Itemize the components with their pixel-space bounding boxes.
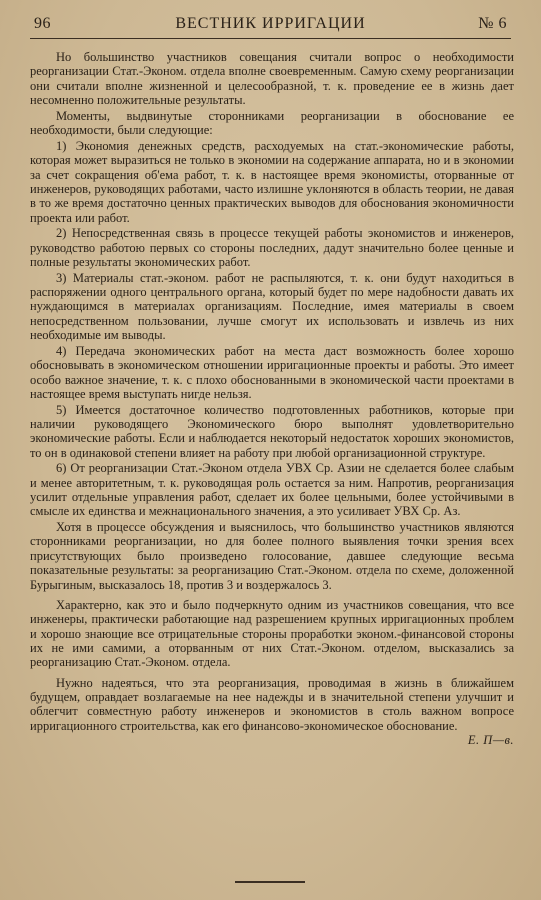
paragraph-point-4: 4) Передача экономических работ на места даст возможность более хорошо обосновывать в экономическом отношении ирригационные проекты и работы. Это имеет особо важное значение, т. к. с плохо обоснованными в экономической части проектами в настоящее время выступать нигде нельзя.	[30, 343, 514, 401]
running-header	[34, 13, 507, 35]
paragraph-point-1: 1) Экономия денежных средств, расходуемых на стат.-экономические работы, которая может выразиться не только в экономии на содержание аппарата, но и в экономии за счет сокращения об'ема работ, т. к. в настоящее время экономисты, оторванные от инженеров, руководящих работами, часто излишне уклоняются в область теории, не давая в то же время достаточно ценных практических выводов для обоснования экономичности проекта или работ.	[30, 138, 514, 225]
author-signature: Е. П—в.	[467, 732, 514, 747]
paragraph-point-3: 3) Материалы стат.-эконом. работ не распыляются, т. к. они будут находиться в распоряжении одного центрального органа, который будет по мере надобности давать их нуждающимся в материалах организациям. Последние, имея материалы в своем непосредственном пользовании, лучше смогут их использовать и извлечь из них необходимые им выводы.	[30, 270, 514, 343]
paragraph-moments: Моменты, выдвинутые сторонниками реорганизации в обоснование ее необходимости, были следующие:	[30, 108, 514, 138]
article-body	[30, 50, 514, 747]
journal-title: ВЕСТНИК ИРРИГАЦИИ	[175, 15, 366, 32]
issue-number: № 6	[478, 15, 507, 32]
paragraph-vote: Хотя в процессе обсуждения и выяснилось, что большинство участников являются сторонниками реорганизации, но для более полного выявления точки зрения всех присутствующих было произведено голосование, давшее следующие весьма показательные результаты: за реорганизацию Стат.-Эконом. отдела по схеме, доложенной Бурыгиным, высказалось 18, против 3 и воздержалось 3.	[30, 520, 514, 592]
paragraph-point-6: 6) От реорганизации Стат.-Эконом отдела УВХ Ср. Азии не сделается более слабым и менее авторитетным, т. к. руководящая роль остается за ним. Напротив, реорганизация усилит отдельные управления работ, сделает их более цельными, более устойчивыми в смысле их единства и межнационального значения, а это усиливает УВХ Ср. Аз.	[30, 461, 514, 519]
page-number: 96	[34, 15, 51, 32]
conclusion-text: Нужно надеяться, что эта реорганизация, проводимая в жизнь в ближайшем будущем, оправдает возлагаемые на нее надежды и в значительной степени улучшит и облегчит совместную работу инженеров и экономистов в столь важном вопросе ирригационного строительства, как его финансово-экономическое обоснование.	[30, 675, 514, 733]
paragraph-conclusion	[30, 675, 514, 747]
end-rule	[235, 881, 305, 883]
paragraph-intro: Но большинство участников совещания считали вопрос о необходимости реорганизации Стат.-Эконом. отдела вполне своевременным. Самую схему реорганизации они считали вполне жизненной и целесообразной, т. к. проведение ее в жизнь дает несомненно положительные результаты.	[30, 50, 514, 108]
paragraph-point-5: 5) Имеется достаточное количество подготовленных работников, которые при наличии руководящего Экономического бюро выполнят удовлетворительно экономические работы. Если и наблюдается некоторый недостаток хороших экономистов, то он в одинаковой степени влияет на работу при любой организационной структуре.	[30, 402, 514, 460]
header-rule	[30, 38, 511, 39]
paragraph-characteristic: Характерно, как это и было подчеркнуто одним из участников совещания, что все инженеры, практически работающие над разрешением крупных ирригационных проблем и хорошо знающие все отрицательные стороны проработки эконом.-финансовой стороны их не ими самими, а оторванным от них Стат.-Эконом. отделом, высказались за реорганизацию Стат.-Эконом. отдела.	[30, 597, 514, 670]
paragraph-point-2: 2) Непосредственная связь в процессе текущей работы экономистов и инженеров, руководство работою первых со стороны последних, дадут значительно более ценные и полные результаты экономических работ.	[30, 226, 514, 269]
